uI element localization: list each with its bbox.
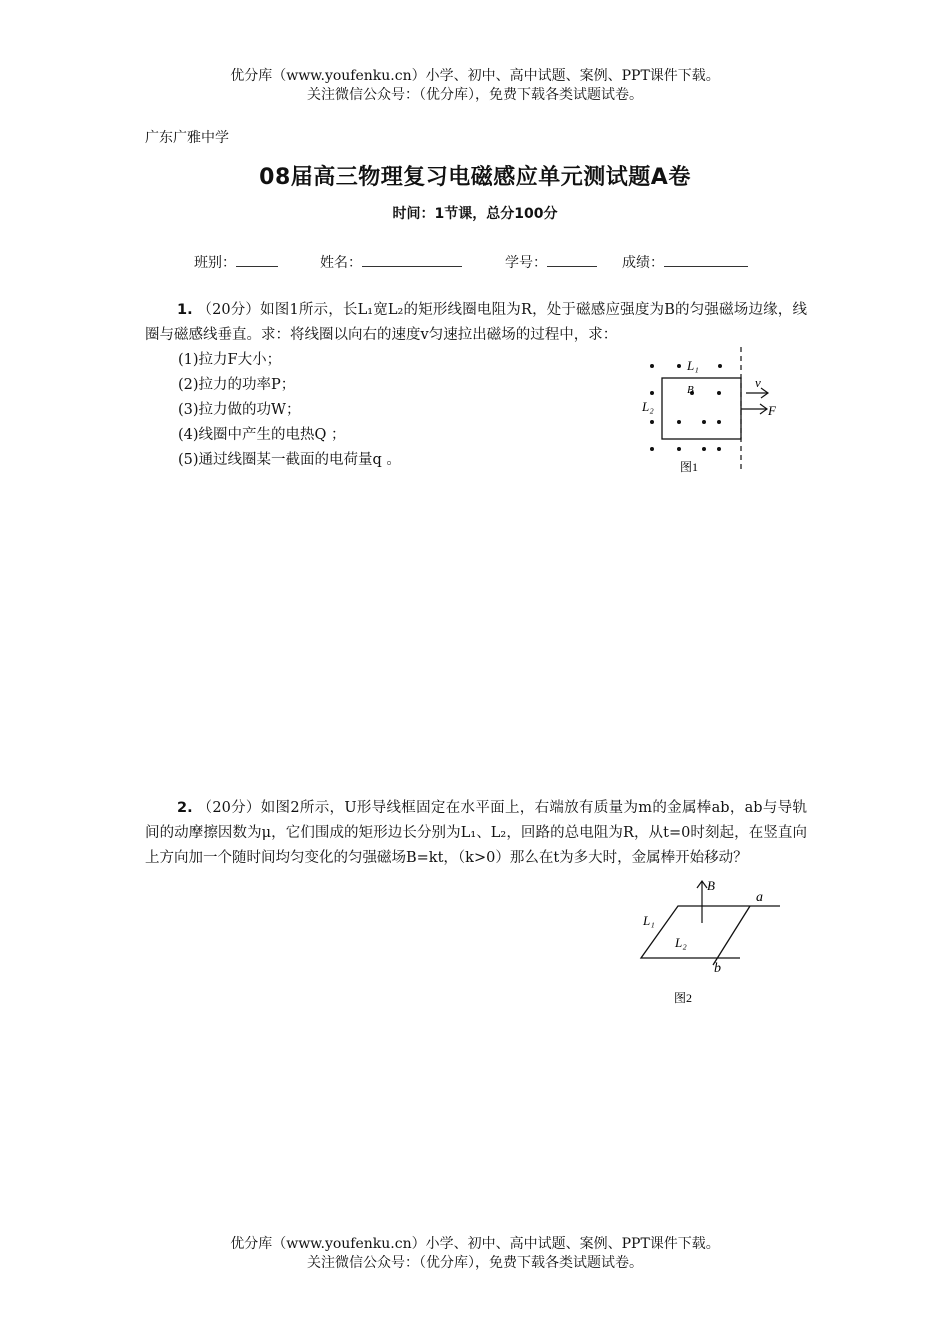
question-1 xyxy=(145,298,807,348)
header-line-2: 关注微信公众号：（优分库），免费下载各类试题试卷。 xyxy=(307,87,643,103)
name-blank[interactable] xyxy=(362,252,462,267)
figure-1 xyxy=(630,345,790,480)
fig1-label-v: v xyxy=(755,375,761,390)
coil-rectangle xyxy=(662,378,741,439)
question-1-text: （20分）如图1所示，长L₁宽L₂的矩形线圈电阻为R，处于磁感应强度为B的匀强磁场边缘，线圈与磁感线垂直。求：将线圈以向右的速度v匀速拉出磁场的过程中，求： xyxy=(145,302,807,343)
q1-sub-5: (5)通过线圈某一截面的电荷量q 。 xyxy=(178,452,401,468)
id-blank[interactable] xyxy=(547,252,597,267)
footer-line-2: 关注微信公众号：（优分库），免费下载各类试题试卷。 xyxy=(307,1255,643,1271)
fig2-label-b-field: B xyxy=(707,878,715,893)
school-name: 广东广雅中学 xyxy=(145,130,229,146)
id-field xyxy=(505,252,597,272)
page-title: 08届高三物理复习电磁感应单元测试题A卷 xyxy=(259,165,691,190)
q1-sub-1: (1)拉力F大小； xyxy=(178,352,282,368)
fig2-label-l1: L₁ xyxy=(643,913,655,928)
class-field xyxy=(194,252,278,272)
fig2-label-b: b xyxy=(714,961,721,976)
name-field xyxy=(320,252,462,272)
name-label: 姓名： xyxy=(320,255,362,271)
figure-2 xyxy=(630,875,800,1015)
figure-1-caption: 图1 xyxy=(680,460,699,474)
class-blank[interactable] xyxy=(236,252,278,267)
fig2-label-a: a xyxy=(756,890,763,905)
class-label: 班别： xyxy=(194,255,236,271)
figure-2-caption: 图2 xyxy=(674,991,693,1005)
metal-rod-ab xyxy=(713,906,750,965)
fig1-label-f: F xyxy=(768,403,776,418)
question-2-number: 2. xyxy=(177,800,193,816)
fig1-label-l2: L₂ xyxy=(642,399,654,414)
q1-sub-3: (3)拉力做的功W； xyxy=(178,402,301,418)
id-label: 学号： xyxy=(505,255,547,271)
score-blank[interactable] xyxy=(664,252,748,267)
question-2-text: （20分）如图2所示，U形导线框固定在水平面上，右端放有质量为m的金属棒ab，ab与导轨间的动摩擦因数为μ，它们围成的矩形边长分别为L₁、L₂，回路的总电阻为R，从t=0时刻起，在竖直向上方向加一个随时间均匀变化的匀强磁场B=kt，（k>0）那么在t为多大时，金属棒开始移动？ xyxy=(145,800,807,866)
fig2-label-l2: L₂ xyxy=(675,935,687,950)
question-2 xyxy=(145,796,807,871)
fig1-label-b: B xyxy=(687,384,694,396)
question-1-number: 1. xyxy=(177,302,193,318)
score-field xyxy=(622,252,748,272)
fig1-label-l1: L₁ xyxy=(687,358,699,373)
exam-subtitle: 时间：1节课，总分100分 xyxy=(392,206,558,222)
footer-line-1: 优分库（www.youfenku.cn）小学、初中、高中试题、案例、PPT课件下载。 xyxy=(230,1236,720,1252)
u-frame xyxy=(641,906,780,958)
q1-sub-4: (4)线圈中产生的电热Q ； xyxy=(178,427,346,443)
score-label: 成绩： xyxy=(622,255,664,271)
field-dots xyxy=(650,364,722,451)
header-line-1: 优分库（www.youfenku.cn）小学、初中、高中试题、案例、PPT课件下载。 xyxy=(230,68,720,84)
q1-sub-2: (2)拉力的功率P； xyxy=(178,377,296,393)
